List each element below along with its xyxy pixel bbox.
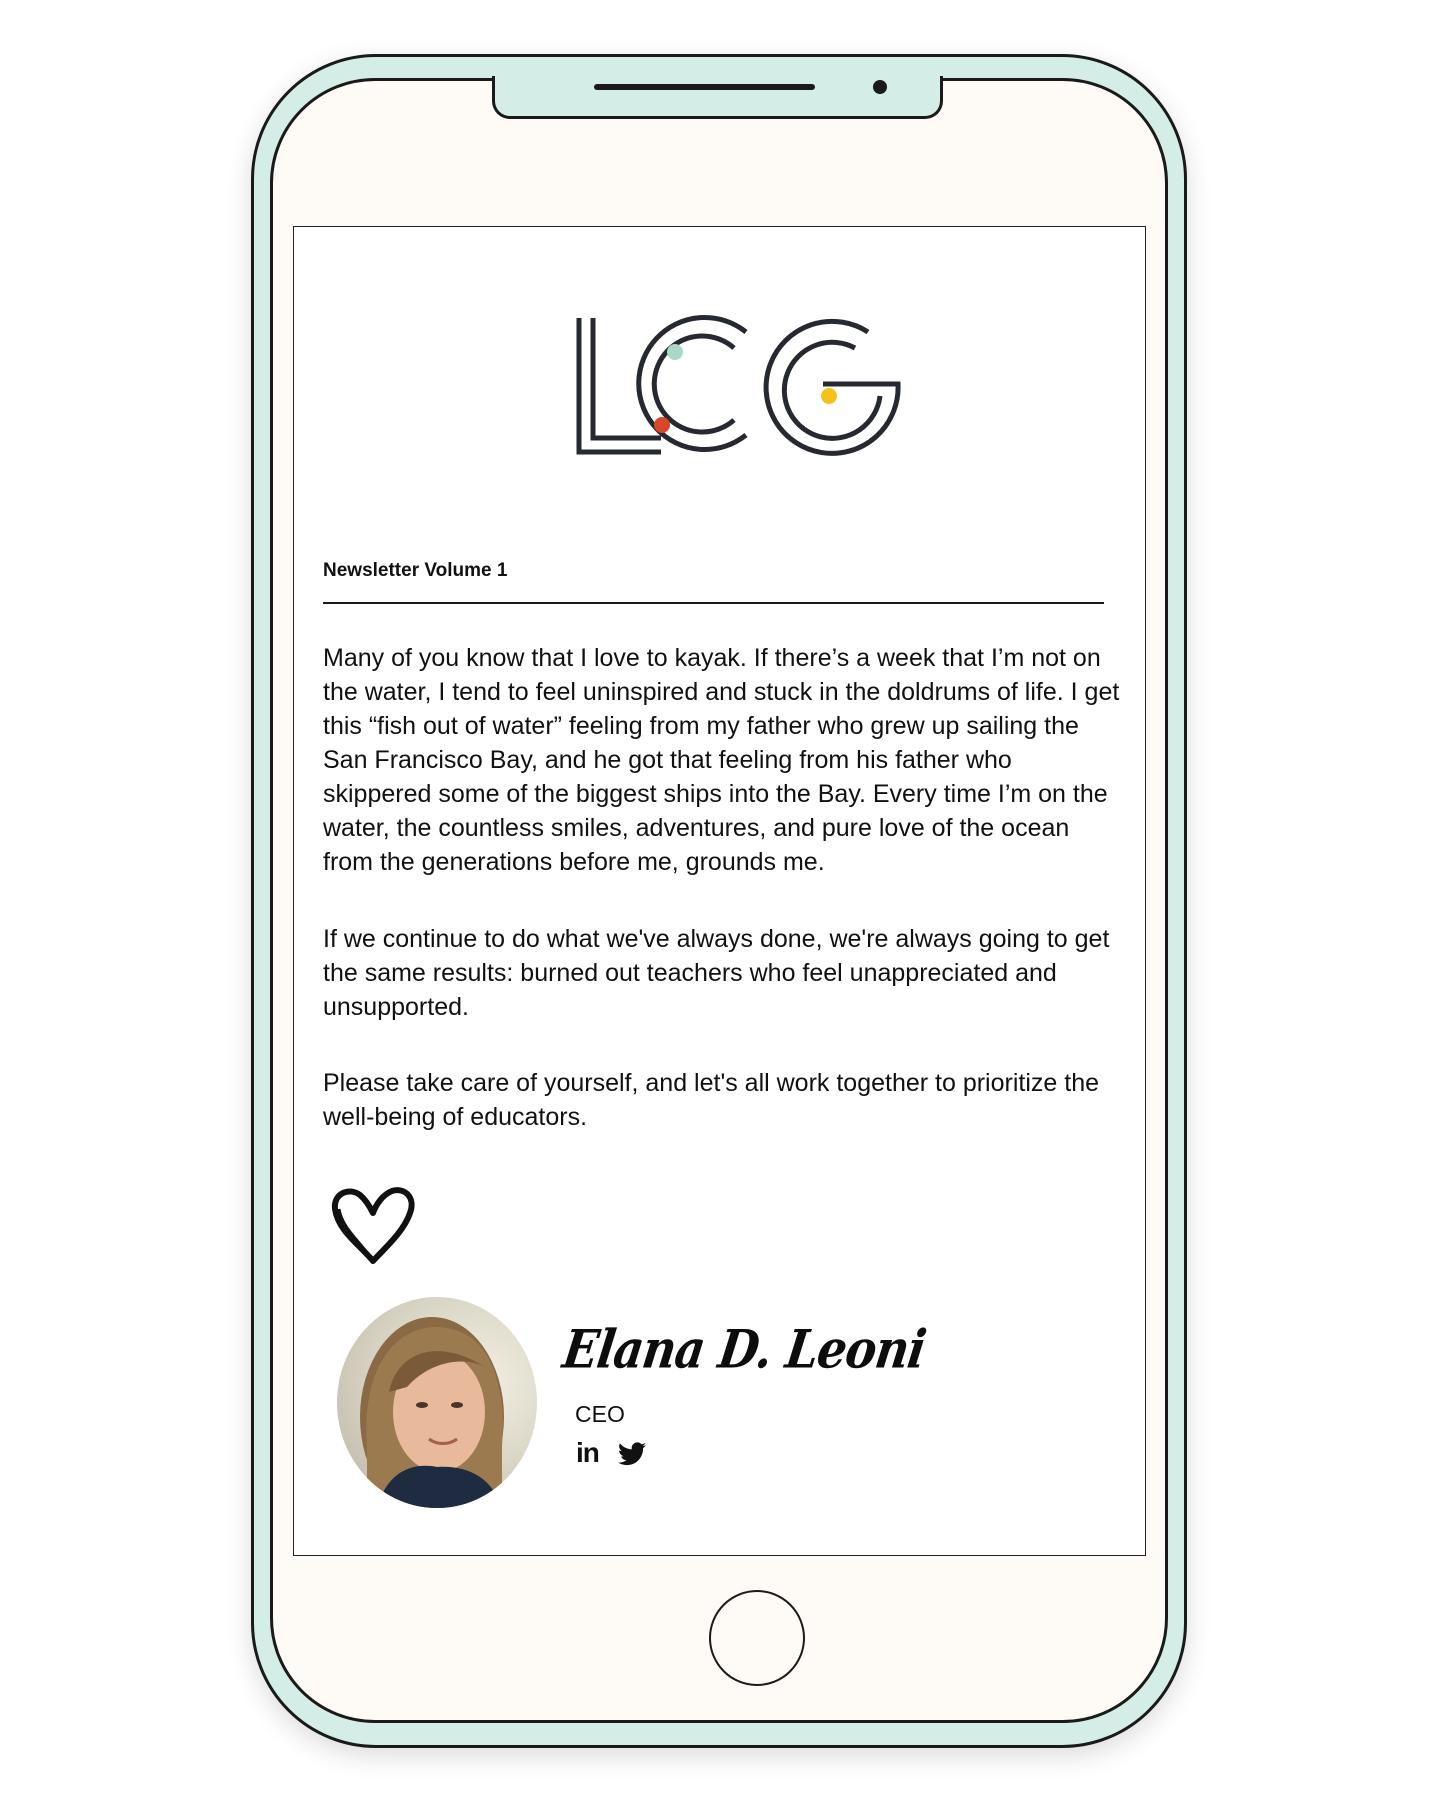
paragraph-closing: Please take care of yourself, and let's all work together to prioritize the well-being of educators. xyxy=(323,1069,1100,1131)
avatar xyxy=(337,1297,537,1508)
divider xyxy=(323,602,1104,604)
job-title: CEO xyxy=(575,1401,625,1427)
lcg-logo xyxy=(575,312,905,458)
paragraph-intro: Many of you know that I love to kayak. If there’s a week that I’m not on the water, I tend to feel uninspired and stuck in the doldrums of life. I get this “fish out of water” feeling from my father who grew up sailing the San Francisco Bay, and he got that feeling from his father who skippered some of the biggest ships into the Bay. Every time I’m on the water, the countless smiles, adventures, and pure love of the ocean from the generations before me, grounds me. xyxy=(323,644,1120,876)
front-camera xyxy=(873,80,887,94)
speaker-grille xyxy=(594,84,815,90)
twitter-icon[interactable] xyxy=(618,1442,646,1466)
heart-icon xyxy=(330,1185,416,1267)
linkedin-icon[interactable]: in xyxy=(576,1437,599,1468)
paragraph-results: If we continue to do what we've always done, we're always going to get the same results: burned out teachers who feel unappreciated and unsupported. xyxy=(323,925,1110,1021)
signature-name: Elana D. Leoni xyxy=(559,1318,930,1381)
home-button[interactable] xyxy=(709,1590,805,1686)
newsletter-title: Newsletter Volume 1 xyxy=(323,560,508,581)
